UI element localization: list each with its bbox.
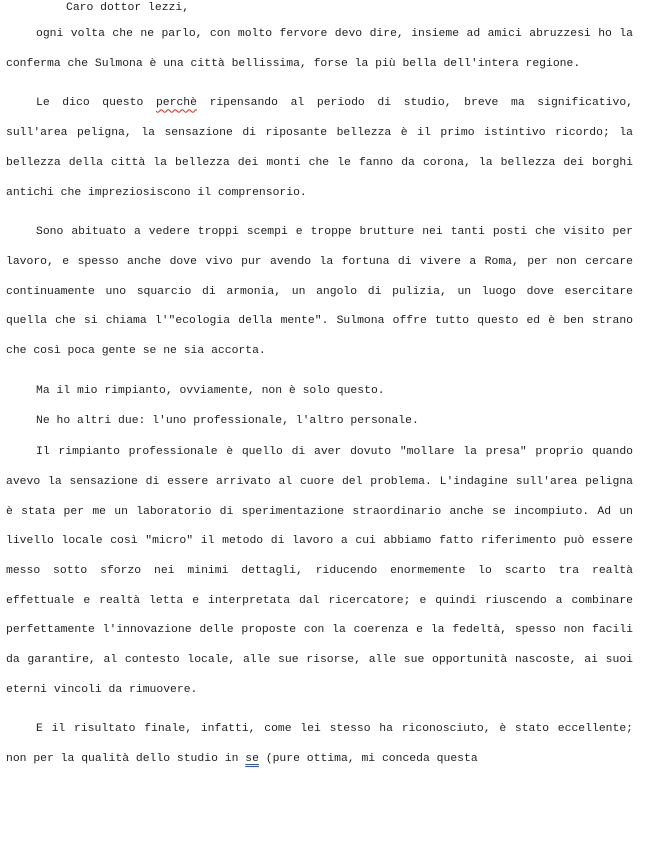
paragraph-5: Ne ho altri due: l'uno professionale, l'altro personale. — [36, 415, 419, 428]
paragraph-7-text-start: E il risultato finale, infatti, come lei stesso ha riconosciuto, è stato eccellente; non per la qualità dello studio in — [6, 723, 633, 766]
letter-greeting: Caro dottor lezzi, — [66, 2, 190, 14]
letter-body — [6, 0, 633, 785]
grammar-error-word[interactable]: se — [245, 753, 259, 766]
paragraph-2-text-start: Le dico questo — [36, 97, 156, 110]
paragraph-4: Ma il mio rimpianto, ovviamente, non è solo questo. — [36, 384, 385, 397]
paragraph-6: Il rimpianto professionale è quello di aver dovuto "mollare la presa" proprio quando avevo la sensazione di essere arrivato al cuore del problema. L'indagine sull'area peligna è stata per me un laboratorio di sperimentazione straordinario anche se incompiuto. Ad un livello locale così "micro" il metodo di lavoro a cui abbiamo fatto riferimento può essere messo sotto sforzo nei minimi dettagli, riducendo enormemente lo scarto tra realtà effettuale e realtà letta e interpretata dal ricercatore; e quindi riuscendo a combinare perfettamente l'innovazione delle proposte con la coerenza e la fedeltà, spesso non facili da garantire, al contesto locale, alle sue risorse, alle sue opportunità nascoste, ai suoi eterni vincoli da rimuovere. — [6, 446, 633, 696]
spelling-error-word[interactable]: perchè — [155, 97, 197, 110]
paragraph-2-text-end: ripensando al periodo di studio, breve ma significativo, sull'area peligna, la sensazione di riposante bellezza è il primo istintivo ricordo; la bellezza della città la bellezza dei monti che le fanno da corona, la bellezza dei borghi antichi che impreziosiscono il comprensorio. — [6, 97, 633, 199]
paragraph-3: Sono abituato a vedere troppi scempi e troppe brutture nei tanti posti che visito per lavoro, e spesso anche dove vivo pur avendo la fortuna di vivere a Roma, per non cercare continuamente uno squarcio di armonia, un angolo di pulizia, un luogo dove esercitare quella che si chiama l'"ecologia della mente". Sulmona offre tutto questo ed è ben strano che così poca gente se ne sia accorta. — [6, 226, 633, 358]
paragraph-7 — [6, 715, 633, 774]
paragraph-7-text-end: (pure ottima, mi conceda questa — [258, 753, 478, 766]
page-bottom-margin — [0, 800, 664, 851]
paragraph-1: ogni volta che ne parlo, con molto fervore devo dire, insieme ad amici abruzzesi ho la conferma che Sulmona è una città bellissima, forse la più bella dell'intera regione. — [6, 28, 633, 70]
paragraph-2 — [6, 89, 633, 208]
